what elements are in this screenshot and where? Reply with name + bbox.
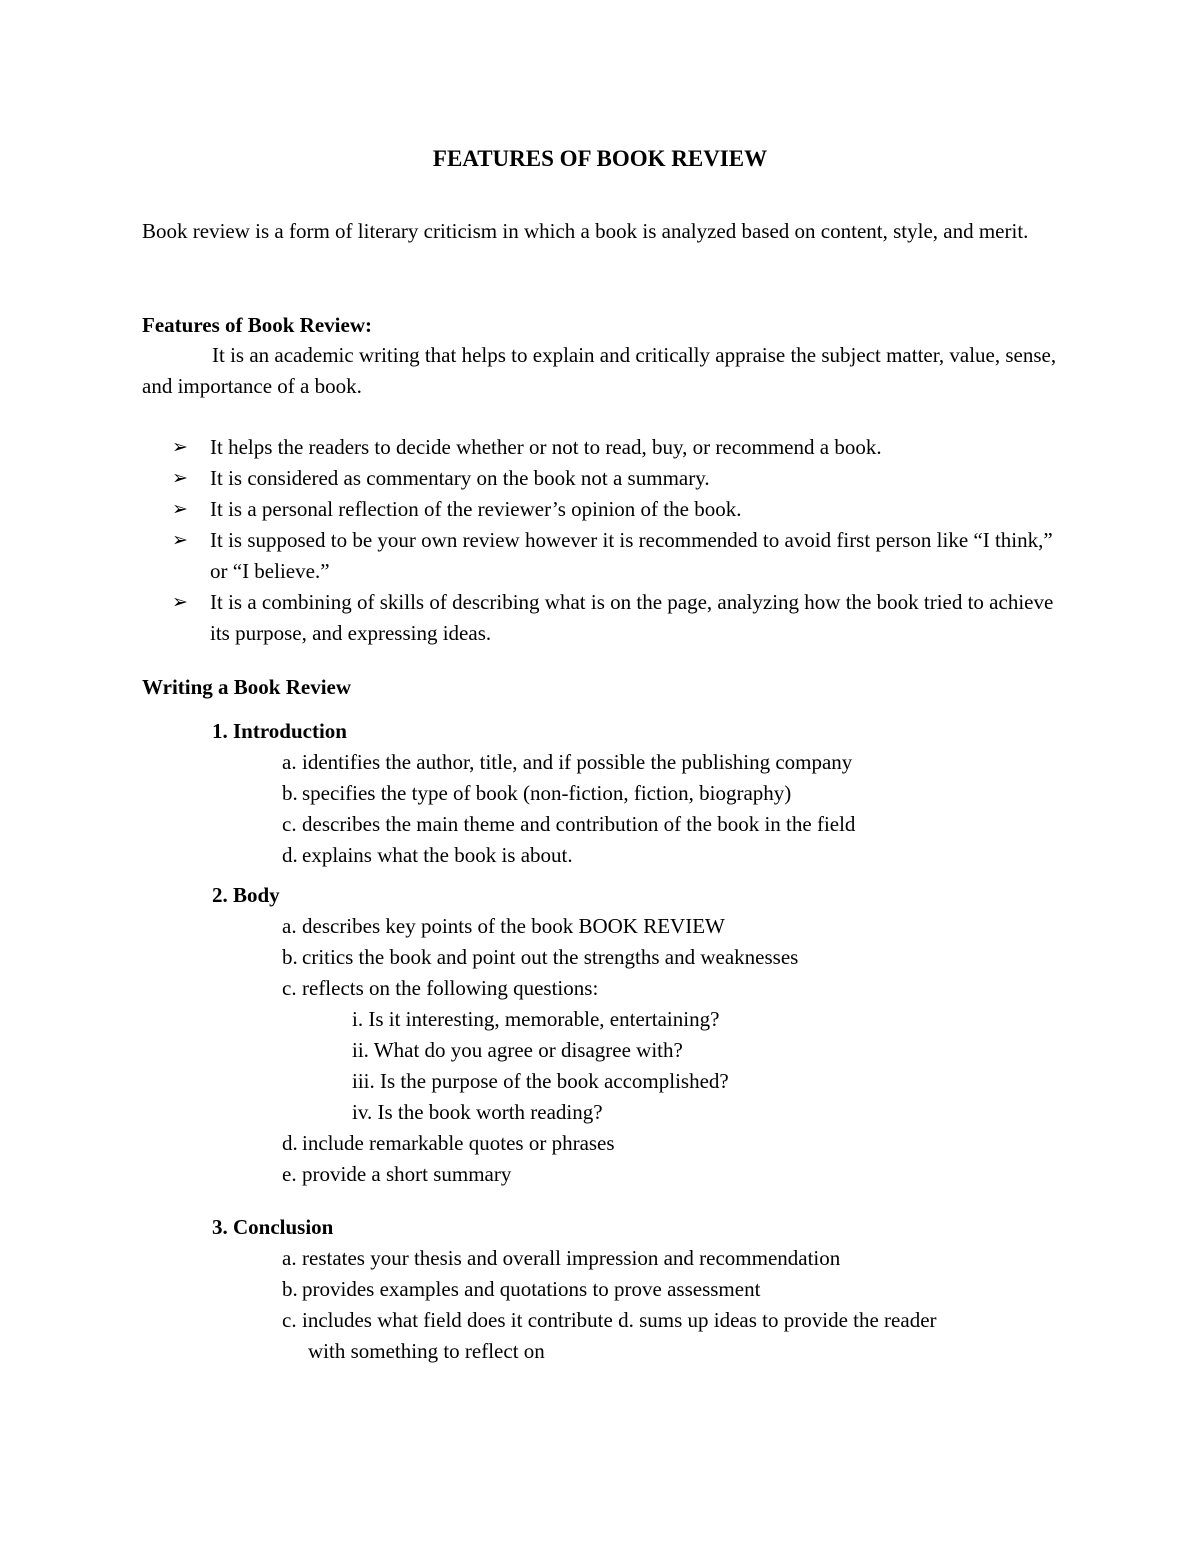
list-item: a. restates your thesis and overall impression and recommendation	[282, 1246, 841, 1270]
page-title: FEATURES OF BOOK REVIEW	[432, 146, 768, 171]
list-item: e. provide a short summary	[282, 1162, 512, 1186]
features-bullet-list	[172, 432, 1072, 649]
list-item: iv. Is the book worth reading?	[352, 1100, 603, 1124]
writing-heading: Writing a Book Review	[142, 675, 352, 699]
arrow-bullet-icon: ➢	[172, 591, 188, 613]
list-item: ➢ It is supposed to be your own review however it is recommended to avoid first person like “I think,” or “I believe.”	[172, 525, 1072, 587]
list-item: d. explains what the book is about.	[282, 843, 573, 867]
list-item: c. describes the main theme and contribution of the book in the field	[282, 812, 856, 836]
list-item: i. Is it interesting, memorable, entertaining?	[352, 1007, 720, 1031]
section-item-list	[212, 911, 1072, 1004]
arrow-bullet-icon: ➢	[172, 467, 188, 489]
list-item: b. provides examples and quotations to prove assessment	[282, 1277, 761, 1301]
features-paragraph-text: It is an academic writing that helps to explain and critically appraise the subject matter, value, sense, and importance of a book.	[142, 343, 1057, 398]
arrow-bullet-icon: ➢	[172, 529, 188, 551]
list-item: a. identifies the author, title, and if possible the publishing company	[282, 750, 853, 774]
question-list	[212, 1004, 1072, 1128]
list-item: ➢ It is a personal reflection of the reviewer’s opinion of the book.	[172, 494, 1072, 525]
list-item: c. reflects on the following questions:	[282, 976, 599, 1000]
list-item: b. critics the book and point out the strengths and weaknesses	[282, 945, 799, 969]
list-item: ➢ It helps the readers to decide whether or not to read, buy, or recommend a book.	[172, 432, 1072, 463]
list-item: c. includes what field does it contribute d. sums up ideas to provide the reader	[282, 1308, 937, 1332]
arrow-bullet-icon: ➢	[172, 436, 188, 458]
list-item: b. specifies the type of book (non-fiction, fiction, biography)	[282, 781, 792, 805]
section-item-list	[212, 1243, 1072, 1367]
section-item-list	[212, 747, 1072, 871]
intro-paragraph: Book review is a form of literary criticism in which a book is analyzed based on content, style, and merit.	[142, 219, 1029, 243]
list-item: d. include remarkable quotes or phrases	[282, 1131, 615, 1155]
section-body	[212, 880, 1072, 1190]
section-conclusion	[212, 1212, 1072, 1367]
section-title: 3. Conclusion	[212, 1215, 334, 1239]
arrow-bullet-icon: ➢	[172, 498, 188, 520]
list-item: ➢ It is a combining of skills of describing what is on the page, analyzing how the book tried to achieve its purpose, and expressing ideas.	[172, 587, 1072, 649]
features-paragraph	[142, 340, 1062, 402]
list-item: ➢ It is considered as commentary on the book not a summary.	[172, 463, 1072, 494]
section-introduction	[212, 716, 1072, 871]
list-item: ii. What do you agree or disagree with?	[352, 1038, 683, 1062]
section-title: 1. Introduction	[212, 719, 347, 743]
features-heading: Features of Book Review:	[142, 313, 372, 337]
section-title: 2. Body	[212, 883, 280, 907]
list-item-continuation: with something to reflect on	[308, 1339, 545, 1363]
section-item-list	[212, 1128, 1072, 1190]
list-item: iii. Is the purpose of the book accomplished?	[352, 1069, 729, 1093]
list-item: a. describes key points of the book BOOK REVIEW	[282, 914, 725, 938]
